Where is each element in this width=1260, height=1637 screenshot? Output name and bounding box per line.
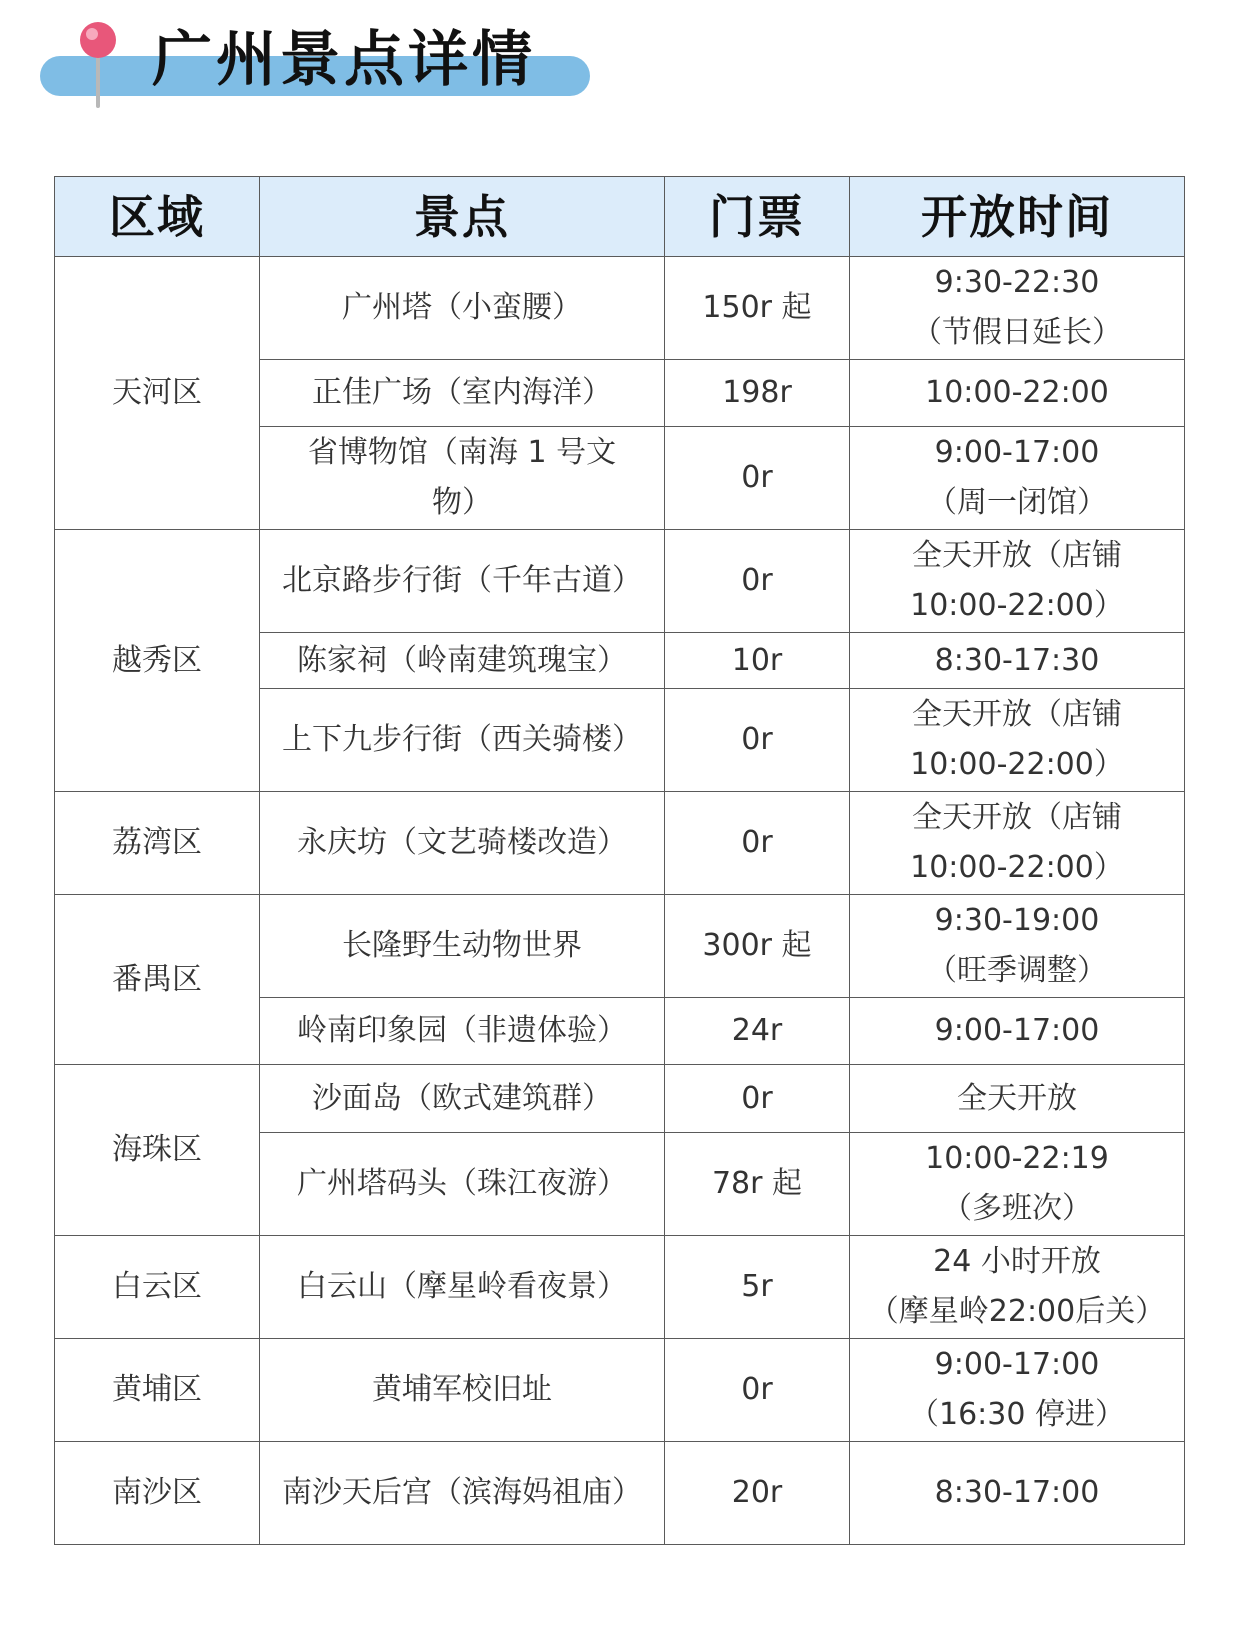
district-cell: 南沙区 — [55, 1442, 260, 1545]
ticket-cell: 0r — [665, 689, 850, 792]
spot-cell: 陈家祠（岭南建筑瑰宝） — [260, 633, 665, 689]
hours-line: 24 小时开放 — [933, 1244, 1101, 1279]
ticket-cell: 300r 起 — [665, 895, 850, 998]
spot-line: 物） — [432, 485, 492, 520]
hours-line: 9:00-17:00 — [934, 1347, 1100, 1382]
spot-cell — [260, 427, 665, 530]
ticket-cell: 0r — [665, 792, 850, 895]
hours-cell — [850, 427, 1185, 530]
district-cell: 海珠区 — [55, 1065, 260, 1236]
spot-cell: 白云山（摩星岭看夜景） — [260, 1236, 665, 1339]
ticket-cell: 24r — [665, 998, 850, 1065]
spot-cell: 长隆野生动物世界 — [260, 895, 665, 998]
table-row — [55, 257, 1185, 360]
header-spot: 景点 — [260, 177, 665, 257]
spot-cell: 南沙天后宫（滨海妈祖庙） — [260, 1442, 665, 1545]
ticket-cell: 78r 起 — [665, 1133, 850, 1236]
ticket-cell: 0r — [665, 530, 850, 633]
ticket-cell: 0r — [665, 1065, 850, 1133]
hours-line: （周一闭馆） — [927, 485, 1107, 520]
spot-cell: 岭南印象园（非遗体验） — [260, 998, 665, 1065]
hours-line: （旺季调整） — [927, 953, 1107, 988]
hours-cell — [850, 257, 1185, 360]
spot-cell: 黄埔军校旧址 — [260, 1339, 665, 1442]
table-row — [55, 792, 1185, 895]
hours-cell — [850, 1442, 1185, 1545]
hours-line: （16:30 停进） — [909, 1397, 1125, 1432]
ticket-cell: 10r — [665, 633, 850, 689]
hours-line: 10:00-22:00） — [910, 747, 1124, 782]
hours-line: 全天开放（店铺 — [912, 538, 1122, 573]
hours-line: （多班次） — [942, 1191, 1092, 1226]
spot-line: 省博物馆（南海 1 号文 — [307, 435, 617, 470]
attractions-table — [54, 176, 1185, 1545]
hours-cell — [850, 1236, 1185, 1339]
hours-cell — [850, 1133, 1185, 1236]
hours-cell — [850, 998, 1185, 1065]
spot-cell: 广州塔码头（珠江夜游） — [260, 1133, 665, 1236]
hours-line: 9:30-19:00 — [934, 903, 1100, 938]
table-row — [55, 895, 1185, 998]
hours-cell — [850, 1339, 1185, 1442]
hours-cell — [850, 689, 1185, 792]
hours-line: （摩星岭22:00后关） — [868, 1294, 1166, 1329]
header-hours: 开放时间 — [850, 177, 1185, 257]
hours-cell — [850, 1065, 1185, 1133]
ticket-cell: 150r 起 — [665, 257, 850, 360]
page-title-banner — [40, 20, 600, 100]
hours-cell — [850, 360, 1185, 427]
hours-line: 全天开放 — [957, 1080, 1077, 1116]
ticket-cell: 198r — [665, 360, 850, 427]
hours-line: 10:00-22:19 — [925, 1141, 1109, 1176]
header-ticket: 门票 — [665, 177, 850, 257]
ticket-cell: 20r — [665, 1442, 850, 1545]
hours-cell — [850, 792, 1185, 895]
hours-line: 8:30-17:00 — [934, 1475, 1100, 1510]
table-row — [55, 1065, 1185, 1133]
hours-cell — [850, 530, 1185, 633]
hours-line: 8:30-17:30 — [934, 642, 1100, 678]
hours-line: 10:00-22:00） — [910, 850, 1124, 885]
district-cell: 天河区 — [55, 257, 260, 530]
spot-cell: 永庆坊（文艺骑楼改造） — [260, 792, 665, 895]
hours-line: 9:00-17:00 — [934, 435, 1100, 470]
table-row — [55, 1236, 1185, 1339]
table-row — [55, 1339, 1185, 1442]
hours-line: （节假日延长） — [912, 315, 1122, 350]
header-district: 区域 — [55, 177, 260, 257]
ticket-cell: 5r — [665, 1236, 850, 1339]
ticket-cell: 0r — [665, 427, 850, 530]
hours-line: 9:00-17:00 — [934, 1013, 1100, 1048]
map-pin-icon — [78, 20, 118, 110]
hours-cell — [850, 633, 1185, 689]
spot-cell: 沙面岛（欧式建筑群） — [260, 1065, 665, 1133]
hours-line: 9:30-22:30 — [934, 265, 1100, 300]
table-header-row — [55, 177, 1185, 257]
spot-cell: 北京路步行街（千年古道） — [260, 530, 665, 633]
spot-cell: 正佳广场（室内海洋） — [260, 360, 665, 427]
district-cell: 越秀区 — [55, 530, 260, 792]
table-row — [55, 1442, 1185, 1545]
hours-line: 全天开放（店铺 — [912, 697, 1122, 732]
district-cell: 白云区 — [55, 1236, 260, 1339]
table-row — [55, 530, 1185, 633]
page-title: 广州景点详情 — [152, 25, 536, 95]
hours-line: 10:00-22:00 — [925, 375, 1109, 410]
hours-line: 10:00-22:00） — [910, 588, 1124, 623]
district-cell: 番禺区 — [55, 895, 260, 1065]
district-cell: 黄埔区 — [55, 1339, 260, 1442]
hours-cell — [850, 895, 1185, 998]
district-cell: 荔湾区 — [55, 792, 260, 895]
spot-cell: 广州塔（小蛮腰） — [260, 257, 665, 360]
ticket-cell: 0r — [665, 1339, 850, 1442]
spot-cell: 上下九步行街（西关骑楼） — [260, 689, 665, 792]
hours-line: 全天开放（店铺 — [912, 800, 1122, 835]
